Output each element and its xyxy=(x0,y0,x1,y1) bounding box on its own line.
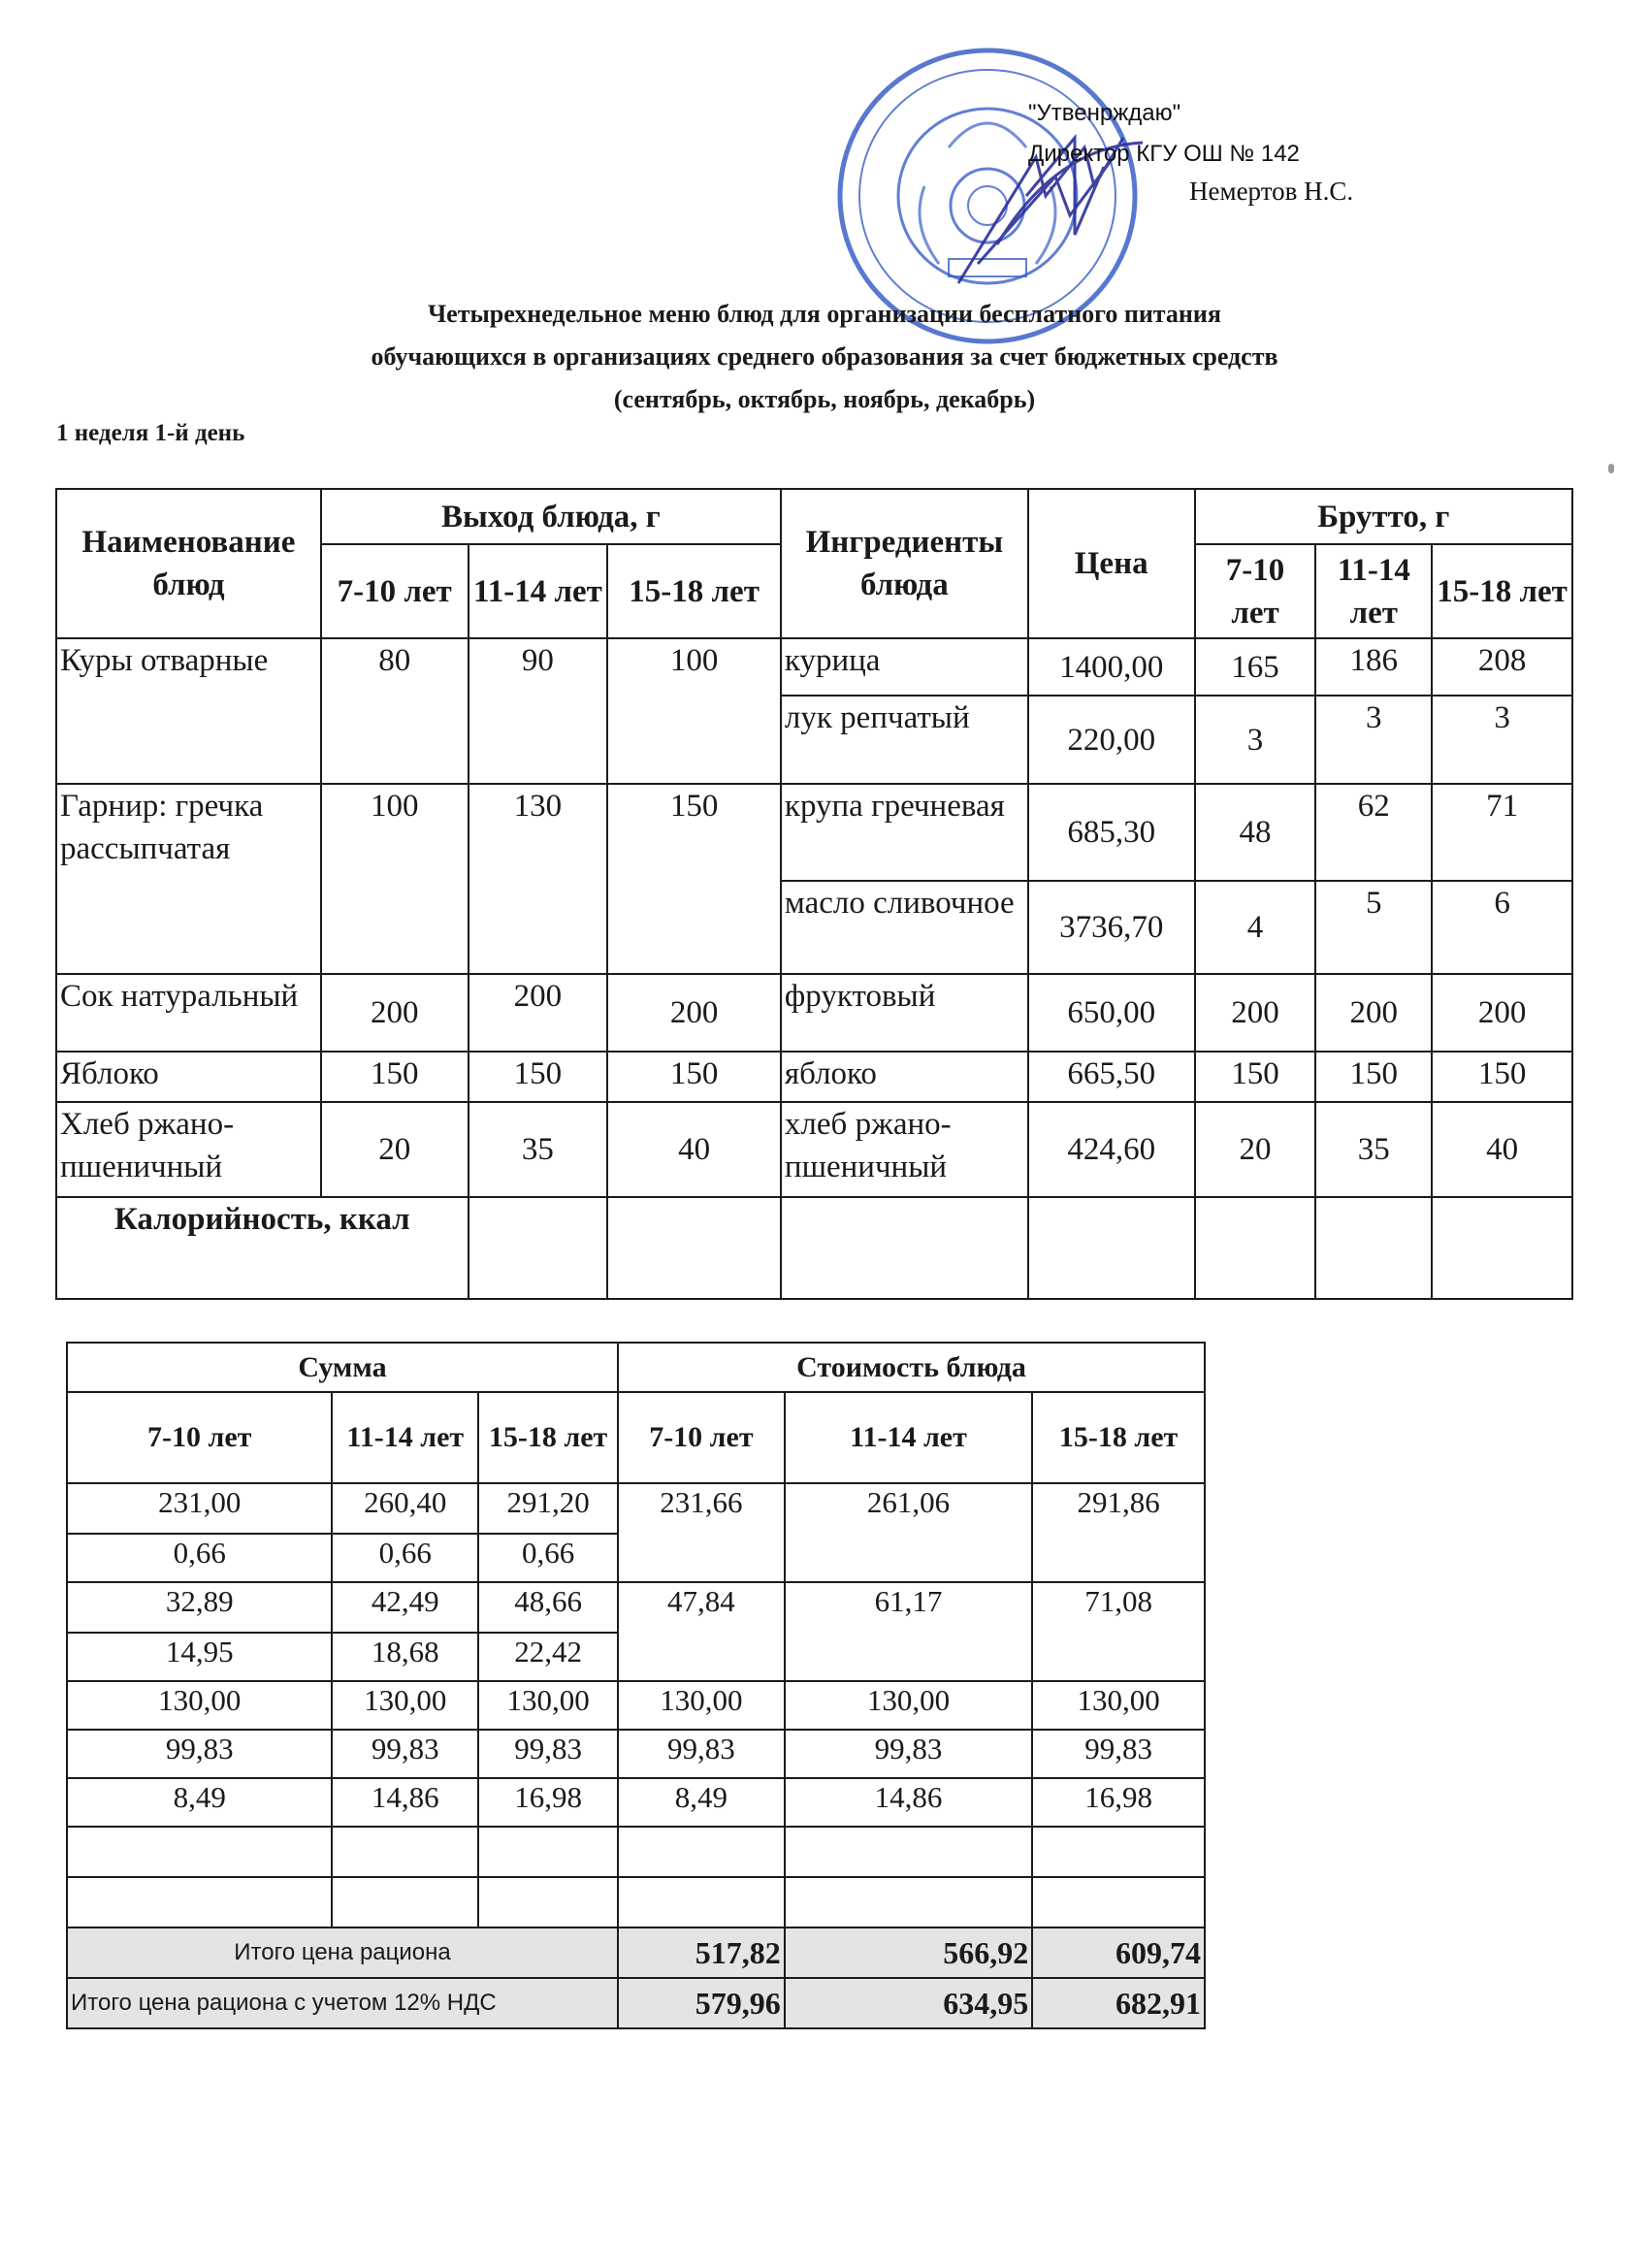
sum-7-10: 99,83 xyxy=(67,1730,332,1778)
header-cost-7-10: 7-10 лет xyxy=(618,1392,785,1483)
cost-15-18: 130,00 xyxy=(1032,1681,1205,1730)
empty-cell xyxy=(332,1827,478,1877)
header-yield-7-10: 7-10 лет xyxy=(321,544,469,638)
empty-cell xyxy=(1032,1827,1205,1877)
cost-7-10: 99,83 xyxy=(618,1730,785,1778)
cost-11-14: 14,86 xyxy=(785,1778,1032,1827)
ingredient-name: крупа гречневая xyxy=(781,784,1028,881)
yield-7-10: 80 xyxy=(321,638,469,784)
cost-15-18: 291,86 xyxy=(1032,1483,1205,1582)
sum-11-14: 42,49 xyxy=(332,1582,478,1633)
gross-7-10: 200 xyxy=(1195,974,1316,1052)
sum-15-18: 130,00 xyxy=(478,1681,618,1730)
table-row xyxy=(56,1052,1572,1102)
table-row xyxy=(67,1730,1205,1778)
calories-row xyxy=(56,1197,1572,1299)
yield-7-10: 200 xyxy=(321,974,469,1052)
yield-7-10: 20 xyxy=(321,1102,469,1197)
total-vat-row xyxy=(67,1978,1205,2028)
empty-cell xyxy=(67,1827,332,1877)
gross-11-14: 186 xyxy=(1315,638,1432,696)
table-row xyxy=(67,1582,1205,1633)
header-sum-11-14: 11-14 лет xyxy=(332,1392,478,1483)
cost-11-14: 130,00 xyxy=(785,1681,1032,1730)
ingredient-price: 220,00 xyxy=(1028,696,1195,784)
total-7-10: 517,82 xyxy=(618,1928,785,1978)
header-cost-11-14: 11-14 лет xyxy=(785,1392,1032,1483)
ingredient-name: хлеб ржано-пшеничный xyxy=(781,1102,1028,1197)
sum-15-18: 48,66 xyxy=(478,1582,618,1633)
gross-7-10: 3 xyxy=(1195,696,1316,784)
approval-heading: "Утвенрждаю" xyxy=(1028,100,1181,126)
sum-11-14: 18,68 xyxy=(332,1633,478,1681)
ingredient-name: масло сливочное xyxy=(781,881,1028,974)
gross-11-14: 200 xyxy=(1315,974,1432,1052)
header-gross-11-14: 11-14 лет xyxy=(1315,544,1432,638)
header-gross-7-10: 7-10 лет xyxy=(1195,544,1316,638)
cost-11-14: 61,17 xyxy=(785,1582,1032,1681)
calories-cell xyxy=(1432,1197,1572,1299)
yield-7-10: 150 xyxy=(321,1052,469,1102)
sum-15-18: 16,98 xyxy=(478,1778,618,1827)
sum-15-18: 99,83 xyxy=(478,1730,618,1778)
table-row xyxy=(67,1681,1205,1730)
empty-cell xyxy=(332,1877,478,1928)
total-row xyxy=(67,1928,1205,1978)
cost-11-14: 99,83 xyxy=(785,1730,1032,1778)
yield-11-14: 90 xyxy=(469,638,608,784)
gross-7-10: 20 xyxy=(1195,1102,1316,1197)
title-line-3: (сентябрь, октябрь, ноябрь, декабрь) xyxy=(613,385,1036,413)
empty-cell xyxy=(785,1827,1032,1877)
total-15-18: 609,74 xyxy=(1032,1928,1205,1978)
table-row xyxy=(56,784,1572,881)
sum-15-18: 0,66 xyxy=(478,1534,618,1582)
header-gross-15-18: 15-18 лет xyxy=(1432,544,1572,638)
header-cost-15-18: 15-18 лет xyxy=(1032,1392,1205,1483)
ingredient-price: 685,30 xyxy=(1028,784,1195,881)
header-ingredients: Ингредиенты блюда xyxy=(781,489,1028,638)
gross-11-14: 62 xyxy=(1315,784,1432,881)
gross-15-18: 150 xyxy=(1432,1052,1572,1102)
sum-7-10: 14,95 xyxy=(67,1633,332,1681)
cost-15-18: 71,08 xyxy=(1032,1582,1205,1681)
sum-11-14: 130,00 xyxy=(332,1681,478,1730)
total-vat-7-10: 579,96 xyxy=(618,1978,785,2028)
header-gross: Брутто, г xyxy=(1195,489,1572,544)
header-yield-15-18: 15-18 лет xyxy=(607,544,781,638)
total-vat-11-14: 634,95 xyxy=(785,1978,1032,2028)
header-dish-cost: Стоимость блюда xyxy=(618,1343,1205,1392)
sum-7-10: 0,66 xyxy=(67,1534,332,1582)
empty-cell xyxy=(478,1827,618,1877)
dish-name: Яблоко xyxy=(56,1052,321,1102)
approval-signatory: Немертов Н.С. xyxy=(1189,177,1354,206)
yield-11-14: 130 xyxy=(469,784,608,974)
yield-11-14: 150 xyxy=(469,1052,608,1102)
gross-15-18: 3 xyxy=(1432,696,1572,784)
gross-15-18: 200 xyxy=(1432,974,1572,1052)
document-title xyxy=(0,293,1649,421)
total-vat-label: Итого цена рациона с учетом 12% НДС xyxy=(67,1978,618,2028)
ingredient-name: лук репчатый xyxy=(781,696,1028,784)
total-11-14: 566,92 xyxy=(785,1928,1032,1978)
gross-7-10: 165 xyxy=(1195,638,1316,696)
calories-cell xyxy=(1028,1197,1195,1299)
header-sum: Сумма xyxy=(67,1343,618,1392)
gross-15-18: 208 xyxy=(1432,638,1572,696)
cost-table xyxy=(66,1342,1206,2029)
header-sum-7-10: 7-10 лет xyxy=(67,1392,332,1483)
title-line-1: Четырехнедельное меню блюд для организации бесплатного питания xyxy=(428,300,1221,328)
dish-name: Гарнир: гречка рассыпчатая xyxy=(56,784,321,974)
sum-15-18: 22,42 xyxy=(478,1633,618,1681)
sum-7-10: 32,89 xyxy=(67,1582,332,1633)
ingredient-name: яблоко xyxy=(781,1052,1028,1102)
menu-table xyxy=(55,488,1573,1300)
table-row xyxy=(67,1483,1205,1534)
yield-11-14: 200 xyxy=(469,974,608,1052)
table-row xyxy=(56,1102,1572,1197)
approval-position: Директор КГУ ОШ № 142 xyxy=(1028,141,1300,167)
table-row xyxy=(56,974,1572,1052)
total-label: Итого цена рациона xyxy=(67,1928,618,1978)
gross-11-14: 5 xyxy=(1315,881,1432,974)
ingredient-price: 1400,00 xyxy=(1028,638,1195,696)
cost-7-10: 8,49 xyxy=(618,1778,785,1827)
empty-cell xyxy=(618,1827,785,1877)
sum-15-18: 291,20 xyxy=(478,1483,618,1534)
gross-7-10: 48 xyxy=(1195,784,1316,881)
dish-name: Куры отварные xyxy=(56,638,321,784)
yield-15-18: 200 xyxy=(607,974,781,1052)
sum-11-14: 0,66 xyxy=(332,1534,478,1582)
empty-row xyxy=(67,1827,1205,1877)
calories-cell xyxy=(1315,1197,1432,1299)
scan-artifact xyxy=(1608,464,1614,473)
gross-7-10: 4 xyxy=(1195,881,1316,974)
empty-row xyxy=(67,1877,1205,1928)
ingredient-price: 3736,70 xyxy=(1028,881,1195,974)
sum-11-14: 99,83 xyxy=(332,1730,478,1778)
calories-cell xyxy=(607,1197,781,1299)
gross-11-14: 3 xyxy=(1315,696,1432,784)
yield-7-10: 100 xyxy=(321,784,469,974)
gross-11-14: 35 xyxy=(1315,1102,1432,1197)
empty-cell xyxy=(1032,1877,1205,1928)
cost-header-row-1 xyxy=(67,1343,1205,1392)
yield-11-14: 35 xyxy=(469,1102,608,1197)
cost-11-14: 261,06 xyxy=(785,1483,1032,1582)
header-sum-15-18: 15-18 лет xyxy=(478,1392,618,1483)
calories-cell xyxy=(781,1197,1028,1299)
header-yield: Выход блюда, г xyxy=(321,489,781,544)
gross-15-18: 71 xyxy=(1432,784,1572,881)
table-row xyxy=(67,1778,1205,1827)
table-row xyxy=(56,638,1572,696)
cost-header-row-2 xyxy=(67,1392,1205,1483)
ingredient-price: 650,00 xyxy=(1028,974,1195,1052)
day-label: 1 неделя 1-й день xyxy=(56,420,245,446)
header-dish-name: Наименование блюд xyxy=(56,489,321,638)
title-line-2: обучающихся в организациях среднего образования за счет бюджетных средств xyxy=(371,342,1278,371)
cost-7-10: 130,00 xyxy=(618,1681,785,1730)
header-price: Цена xyxy=(1028,489,1195,638)
dish-name-text: Сок натуральный xyxy=(60,979,299,1014)
sum-11-14: 14,86 xyxy=(332,1778,478,1827)
dish-name: Хлеб ржано-пшеничный xyxy=(56,1102,321,1197)
calories-label: Калорийность, ккал xyxy=(56,1197,469,1299)
cost-15-18: 99,83 xyxy=(1032,1730,1205,1778)
ingredient-name: фруктовый xyxy=(781,974,1028,1052)
header-row-1 xyxy=(56,489,1572,544)
sum-7-10: 231,00 xyxy=(67,1483,332,1534)
gross-15-18: 6 xyxy=(1432,881,1572,974)
gross-15-18: 40 xyxy=(1432,1102,1572,1197)
yield-15-18: 150 xyxy=(607,1052,781,1102)
sum-7-10: 130,00 xyxy=(67,1681,332,1730)
total-vat-15-18: 682,91 xyxy=(1032,1978,1205,2028)
empty-cell xyxy=(618,1877,785,1928)
empty-cell xyxy=(785,1877,1032,1928)
sum-11-14: 260,40 xyxy=(332,1483,478,1534)
empty-cell xyxy=(67,1877,332,1928)
ingredient-name: курица xyxy=(781,638,1028,696)
cost-15-18: 16,98 xyxy=(1032,1778,1205,1827)
cost-7-10: 47,84 xyxy=(618,1582,785,1681)
ingredient-price: 424,60 xyxy=(1028,1102,1195,1197)
ingredient-price: 665,50 xyxy=(1028,1052,1195,1102)
calories-cell xyxy=(469,1197,608,1299)
gross-11-14: 150 xyxy=(1315,1052,1432,1102)
dish-name xyxy=(56,974,321,1052)
header-yield-11-14: 11-14 лет xyxy=(469,544,608,638)
cost-7-10: 231,66 xyxy=(618,1483,785,1582)
calories-cell xyxy=(1195,1197,1316,1299)
gross-7-10: 150 xyxy=(1195,1052,1316,1102)
yield-15-18: 100 xyxy=(607,638,781,784)
yield-15-18: 40 xyxy=(607,1102,781,1197)
empty-cell xyxy=(478,1877,618,1928)
sum-7-10: 8,49 xyxy=(67,1778,332,1827)
yield-15-18: 150 xyxy=(607,784,781,974)
